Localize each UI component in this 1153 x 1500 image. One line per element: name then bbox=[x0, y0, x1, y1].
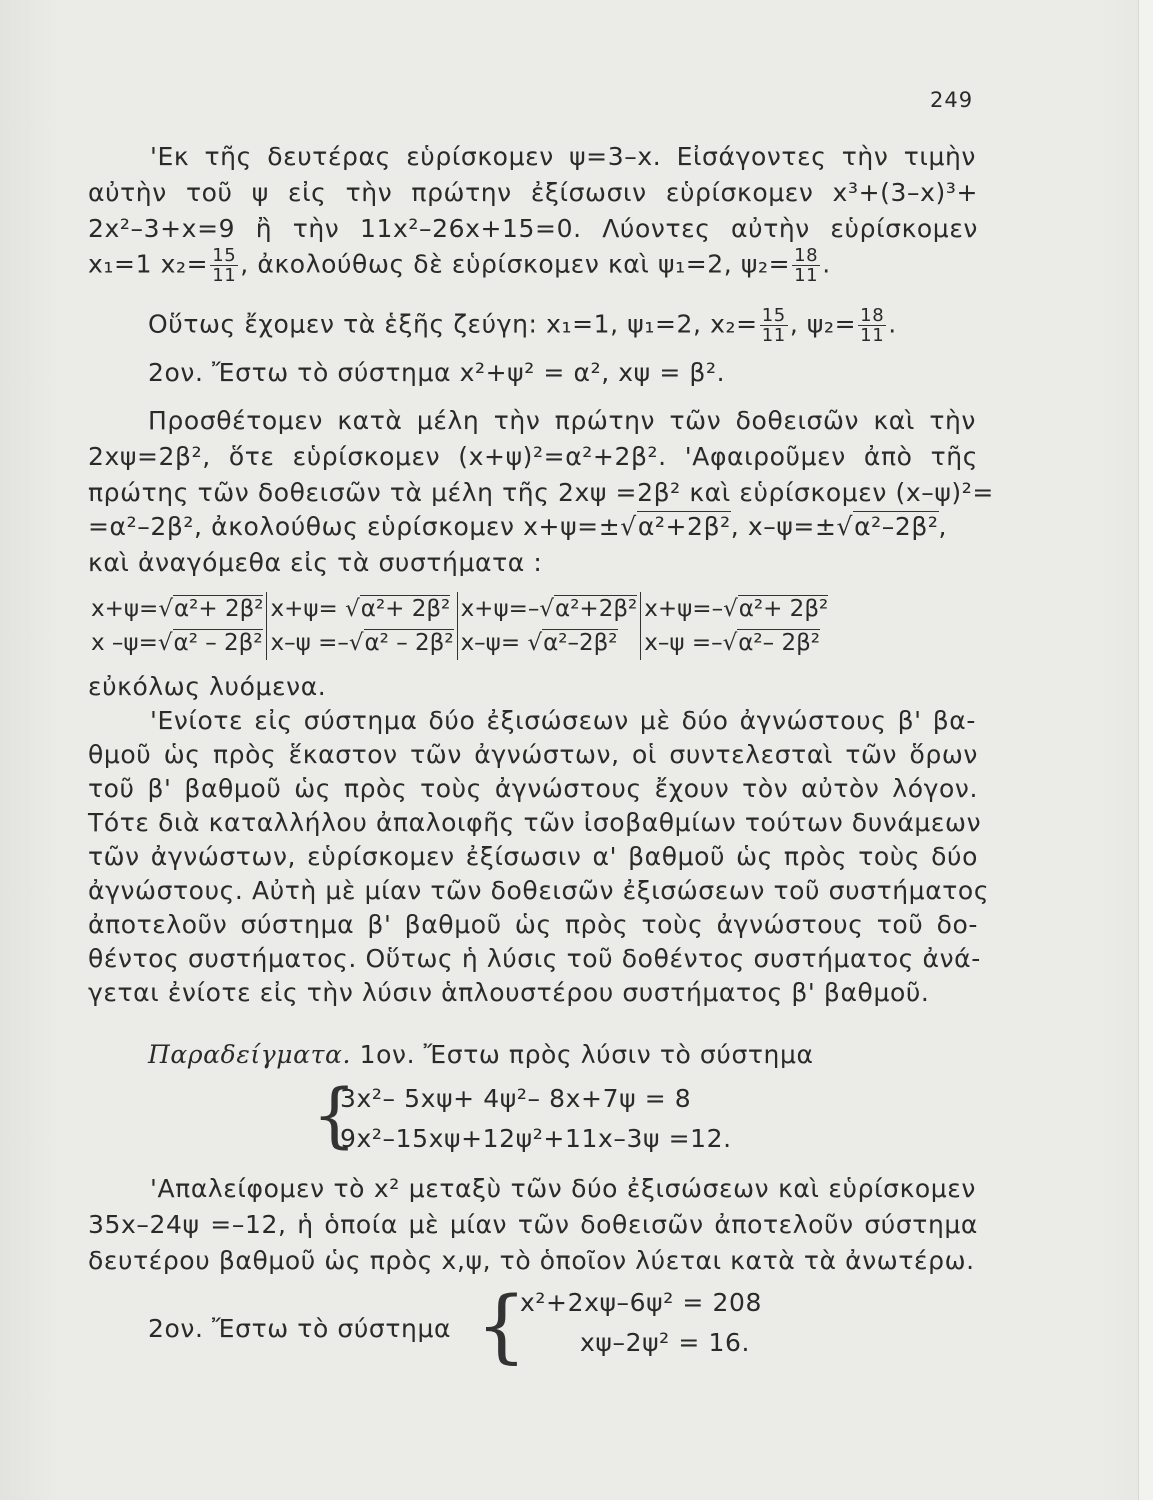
text-line-16: θέντος συστήματος. Οὕτως ἡ λύσις τοῦ δοθέντος συστήματος ἀνά- bbox=[88, 944, 981, 973]
pairs-line: Οὕτως ἔχομεν τὰ ἑξῆς ζεύγη: x₁=1, ψ₁=2, x₂= $\frac{15}{11}$ , ψ₂= $\frac{18}{11}$ . bbox=[148, 305, 897, 346]
system-cell: x+ψ=–√α²+2β² bbox=[457, 592, 641, 626]
solutions-line: x₁=1 x₂= $\frac{15}{11}$ , ἀκολούθως δὲ εὑρίσκομεν καὶ ψ₁=2, ψ₂= $\frac{18}{11}$ . bbox=[88, 245, 831, 286]
system-cell: x–ψ= √α²–2β² bbox=[457, 626, 641, 660]
example2-intro: 2ον. Ἔστω τὸ σύστημα bbox=[148, 1314, 452, 1343]
fraction-x2-pair: $\frac{15}{11}$ bbox=[761, 305, 786, 346]
system-cell: x+ψ=√α²+ 2β² bbox=[88, 592, 267, 626]
text-line-3: 2x²–3+x=9 ἢ τὴν 11x²–26x+15=0. Λύοντες αὐτὴν εὑρίσκομεν bbox=[88, 214, 978, 243]
text-line-14: ἀγνώστους. Αὐτὴ μὲ μίαν τῶν δοθεισῶν ἐξισώσεων τοῦ συστήματος bbox=[88, 876, 990, 905]
text-line-6: πρώτης τῶν δοθεισῶν τὰ μέλη τῆς 2xψ =2β² καὶ εὑρίσκομεν (x–ψ)²= bbox=[88, 478, 994, 507]
text-line-4: Προσθέτομεν κατὰ μέλη τὴν πρώτην τῶν δοθεισῶν καὶ τὴν bbox=[148, 406, 976, 435]
example2-eq2: xψ–2ψ² = 16. bbox=[580, 1328, 751, 1357]
text-line-1: 'Εκ τῆς δευτέρας εὑρίσκομεν ψ=3–x. Εἰσάγοντες τὴν τιμὴν bbox=[150, 142, 976, 171]
page-number: 249 bbox=[930, 88, 974, 112]
brace: { bbox=[312, 1074, 357, 1156]
fraction-x2: $\frac{15}{11}$ bbox=[212, 245, 237, 286]
fraction-psi2: $\frac{18}{11}$ bbox=[794, 245, 819, 286]
text-line-10: θμοῦ ὡς πρὸς ἕκαστον τῶν ἀγνώστων, οἱ συντελεσταὶ τῶν ὅρων bbox=[88, 740, 978, 769]
text-line-system-2: 2ον. Ἔστω τὸ σύστημα x²+ψ² = α², xψ = β². bbox=[148, 358, 726, 387]
systems-row bbox=[88, 626, 831, 660]
example1-eq2: 9x²–15xψ+12ψ²+11x–3ψ =12. bbox=[340, 1124, 732, 1153]
system-cell: x+ψ=–√α²+ 2β² bbox=[644, 596, 829, 622]
text-line-9: 'Ενίοτε εἰς σύστημα δύο ἐξισώσεων μὲ δύο ἀγνώστους β' βα- bbox=[150, 706, 976, 735]
text-line-19: 35x–24ψ =–12, ἡ ὁποία μὲ μίαν τῶν δοθεισῶν ἀποτελοῦν σύστημα bbox=[88, 1210, 978, 1239]
fraction-psi2-pair: $\frac{18}{11}$ bbox=[860, 305, 885, 346]
text-line-11: τοῦ β' βαθμοῦ ὡς πρὸς τοὺς ἀγνώστους ἔχουν τὸν αὐτὸν λόγον. bbox=[88, 774, 978, 803]
sqrt-radicand-2: α²–2β² bbox=[854, 512, 939, 541]
pairs-text-start: Οὕτως ἔχομεν τὰ ἑξῆς ζεύγη: x₁=1, ψ₁=2, x₂= bbox=[148, 309, 758, 339]
systems-grid bbox=[88, 592, 831, 660]
systems-row bbox=[88, 592, 831, 626]
page-edge bbox=[1138, 0, 1153, 1500]
text-line-20: δευτέρου βαθμοῦ ὡς πρὸς x,ψ, τὸ ὁποῖον λύεται κατὰ τὰ ἀνωτέρω. bbox=[88, 1246, 975, 1275]
example2-eq1: x²+2xψ–6ψ² = 208 bbox=[520, 1288, 763, 1317]
solutions-text-start: x₁=1 x₂= bbox=[88, 249, 209, 279]
text-line-15: ἀποτελοῦν σύστημα β' βαθμοῦ ὡς πρὸς τοὺς ἀγνώστους τοῦ δο- bbox=[88, 910, 978, 939]
system-cell: x–ψ =–√α²– 2β² bbox=[644, 630, 820, 656]
sqrt-line: =α²–2β², ἀκολούθως εὑρίσκομεν x+ψ=±√α²+2β², x–ψ=±√α²–2β², bbox=[88, 512, 948, 541]
text-line-5: 2xψ=2β², ὅτε εὑρίσκομεν (x+ψ)²=α²+2β². 'Αφαιροῦμεν ἀπὸ τῆς bbox=[88, 442, 978, 471]
system-cell: x –ψ=√α² – 2β² bbox=[88, 626, 267, 660]
text-line-7: καὶ ἀναγόμεθα εἰς τὰ συστήματα : bbox=[88, 548, 543, 577]
system-cell: x–ψ =–√α² – 2β² bbox=[267, 626, 457, 660]
example1-heading bbox=[148, 1040, 814, 1069]
text-line-2: αὐτὴν τοῦ ψ εἰς τὴν πρώτην ἐξίσωσιν εὑρίσκομεν x³+(3–x)³+ bbox=[88, 178, 978, 207]
solutions-text-mid: , ἀκολούθως δὲ εὑρίσκομεν καὶ ψ₁=2, ψ₂= bbox=[240, 249, 791, 279]
text-line-13: τῶν ἀγνώστων, εὑρίσκομεν ἐξίσωσιν α' βαθμοῦ ὡς πρὸς τοὺς δύο bbox=[88, 842, 978, 871]
brace: { bbox=[476, 1279, 527, 1372]
text-line-8: εὐκόλως λυόμενα. bbox=[88, 672, 327, 701]
text-line-17: γεται ἐνίοτε εἰς τὴν λύσιν ἁπλουστέρου συστήματος β' βαθμοῦ. bbox=[88, 978, 930, 1007]
text-line-18: 'Απαλείφομεν τὸ x² μεταξὺ τῶν δύο ἐξισώσεων καὶ εὑρίσκομεν bbox=[150, 1174, 976, 1203]
examples-label: Παραδείγματα. bbox=[148, 1040, 352, 1069]
sqrt-radicand-1: α²+2β² bbox=[637, 512, 731, 541]
system-cell: x+ψ= √α²+ 2β² bbox=[267, 592, 457, 626]
example1-eq1: 3x²– 5xψ+ 4ψ²– 8x+7ψ = 8 bbox=[340, 1084, 692, 1113]
sqrt-symbol: √ bbox=[836, 512, 854, 541]
text-line-12: Τότε διὰ καταλλήλου ἀπαλοιφῆς τῶν ἰσοβαθμίων τούτων δυνάμεων bbox=[88, 808, 982, 837]
sqrt-symbol: √ bbox=[620, 512, 637, 541]
example1-intro: 1ον. Ἔστω πρὸς λύσιν τὸ σύστημα bbox=[359, 1040, 814, 1069]
